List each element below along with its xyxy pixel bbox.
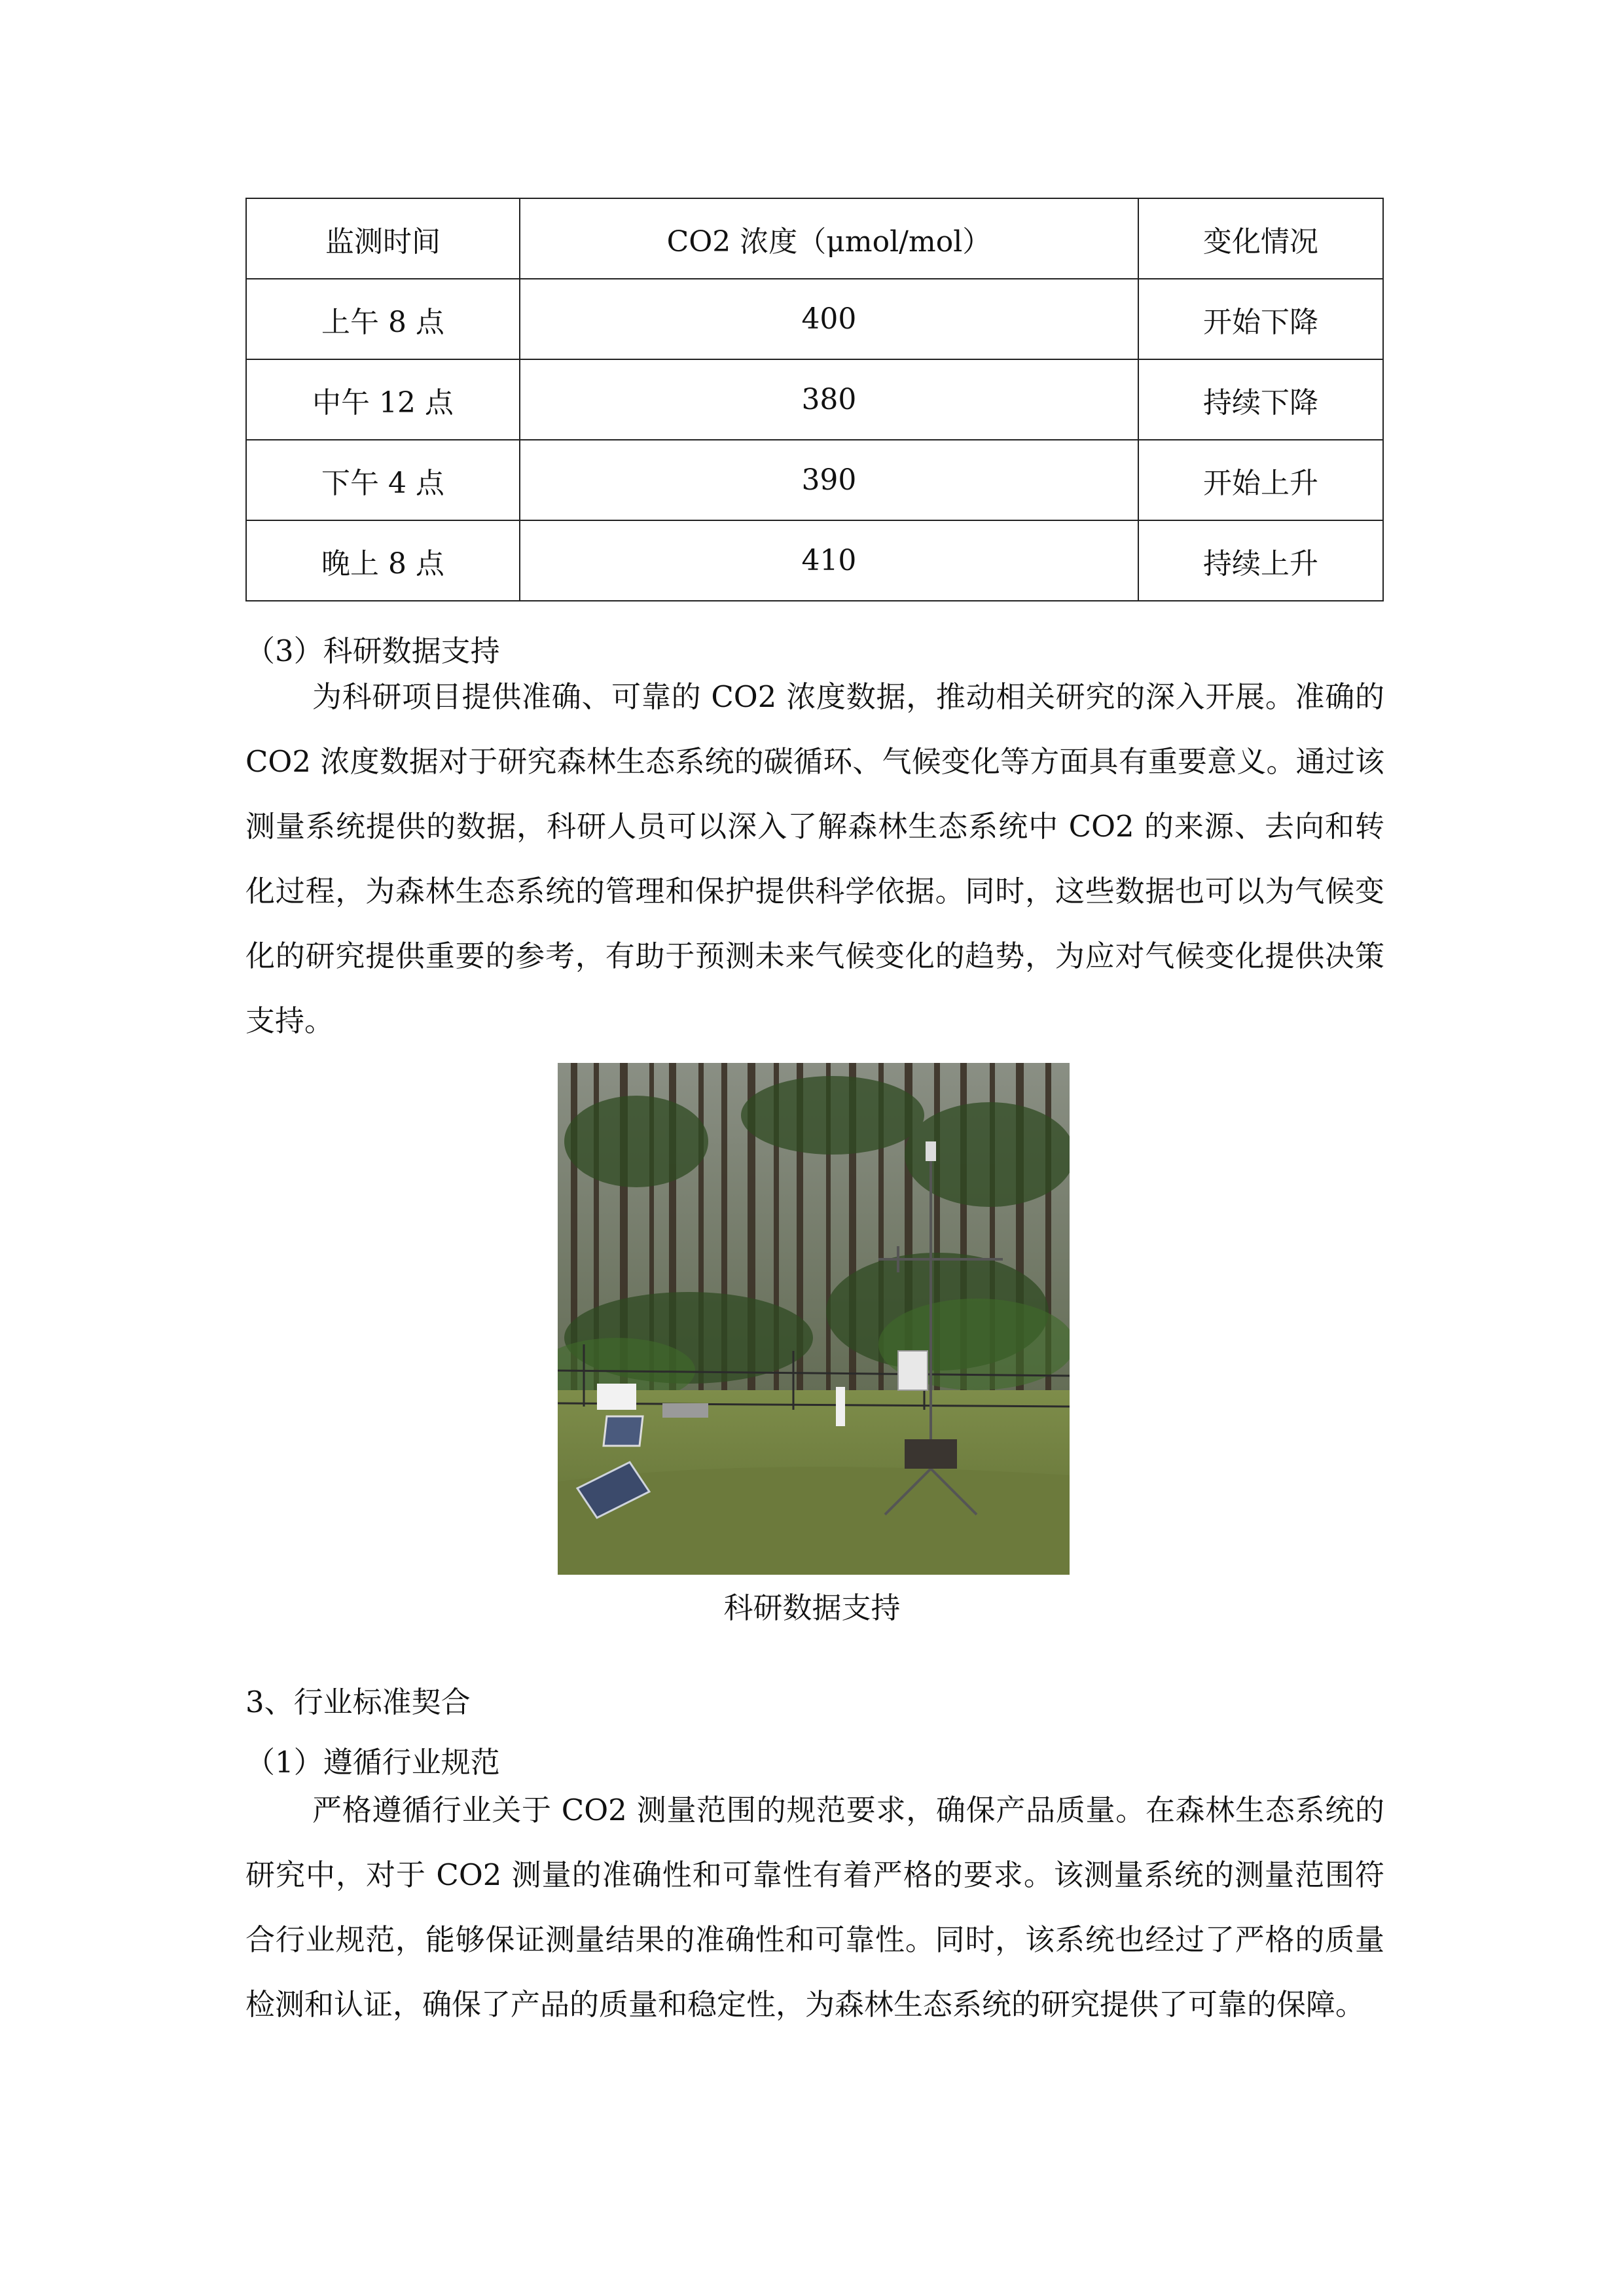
paragraph-research-data: 为科研项目提供准确、可靠的 CO2 浓度数据，推动相关研究的深入开展。准确的 CO2 浓度数据对于研究森林生态系统的碳循环、气候变化等方面具有重要意义。通过该测量系统提供的数据，科研人员可以深入了解森林生态系统中 CO2 的来源、去向和转化过程，为森林生态系统的管理和保护提供科学依据。同时，这些数据也可以为气候变化的研究提供重要的参考，有助于预测未来气候变化的趋势，为应对气候变化提供决策支持。 xyxy=(245,679,1384,1038)
cell-co2: 400 xyxy=(520,279,1138,359)
paragraph-follow-norms: 严格遵循行业关于 CO2 测量范围的规范要求，确保产品质量。在森林生态系统的研究中，对于 CO2 测量的准确性和可靠性有着严格的要求。该测量系统的测量范围符合行业规范，能够保证测量结果的准确性和可靠性。同时，该系统也经过了严格的质量检测和认证，确保了产品的质量和稳定性，为森林生态系统的研究提供了可靠的保障。 xyxy=(245,1793,1384,2022)
cell-time: 中午 12 点 xyxy=(246,359,520,440)
table-row xyxy=(246,440,1383,520)
cell-co2: 390 xyxy=(520,440,1138,520)
cell-time: 晚上 8 点 xyxy=(246,520,520,601)
subsection-heading-follow-norms: （1）遵循行业规范 xyxy=(245,1745,500,1780)
table-header-row xyxy=(246,198,1383,279)
cell-time: 上午 8 点 xyxy=(246,279,520,359)
forest-station-illustration xyxy=(558,1063,1070,1575)
cell-co2: 410 xyxy=(520,520,1138,601)
cell-time: 下午 4 点 xyxy=(246,440,520,520)
header-monitor-time: 监测时间 xyxy=(246,198,520,279)
figure-caption: 科研数据支持 xyxy=(723,1590,901,1625)
cell-change: 持续上升 xyxy=(1138,520,1383,601)
header-co2-concentration: CO2 浓度（μmol/mol） xyxy=(520,198,1138,279)
header-change: 变化情况 xyxy=(1138,198,1383,279)
table-row xyxy=(246,279,1383,359)
monitoring-station-photo xyxy=(558,1063,1070,1575)
section-heading-research-data: （3）科研数据支持 xyxy=(245,634,500,668)
table-row xyxy=(246,520,1383,601)
cell-change: 开始上升 xyxy=(1138,440,1383,520)
cell-change: 开始下降 xyxy=(1138,279,1383,359)
section-heading-industry-standards: 3、行业标准契合 xyxy=(245,1685,471,1719)
cell-co2: 380 xyxy=(520,359,1138,440)
co2-monitoring-table xyxy=(245,198,1384,601)
cell-change: 持续下降 xyxy=(1138,359,1383,440)
table-row xyxy=(246,359,1383,440)
